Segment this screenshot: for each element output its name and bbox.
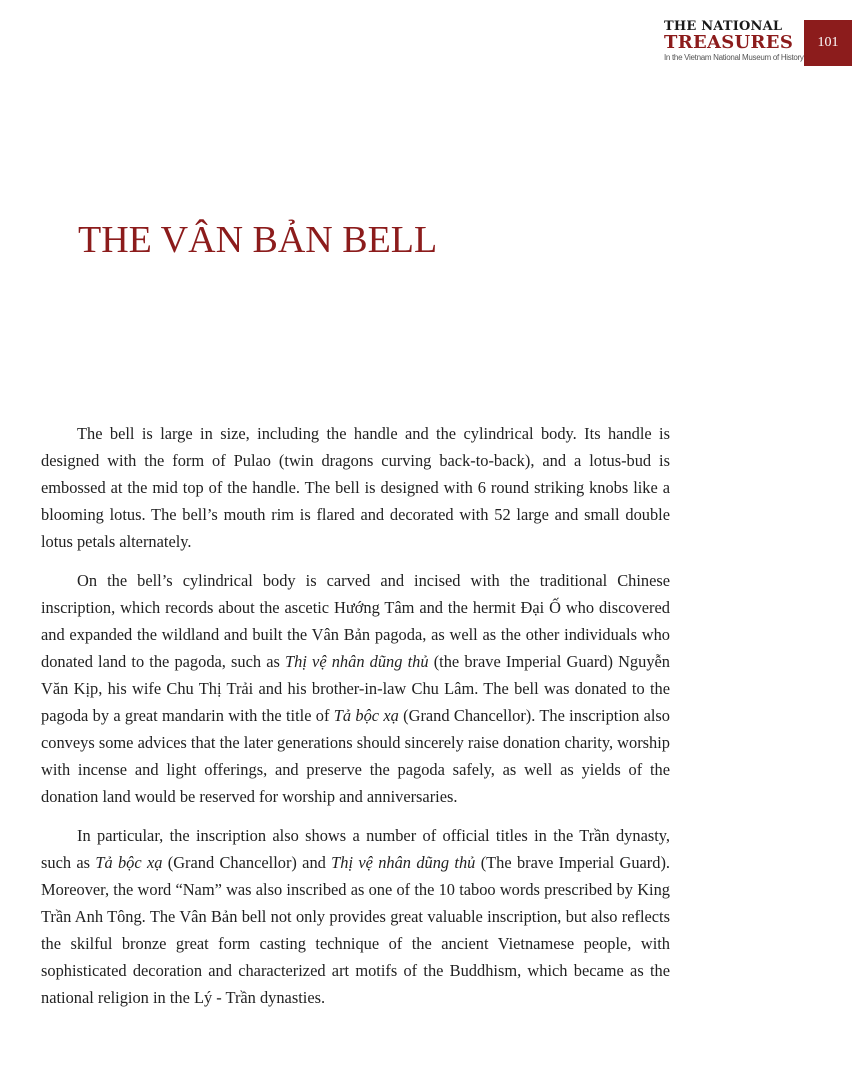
body-paragraph xyxy=(41,567,670,810)
series-title-line1: THE NATIONAL xyxy=(664,19,783,34)
italic-term: Thị vệ nhân dũng thủ xyxy=(331,853,476,872)
text-run: (Grand Chancellor). The inscription also conveys some advices that the later generations should sincerely raise donation charity, worship with incense and light offerings, and preserve the pagoda safely, as well as yields of the donation land would be reserved for worship and anniversaries. xyxy=(41,706,670,806)
page-title: THE VÂN BẢN BELL xyxy=(78,219,438,261)
text-run: On the bell’s cylindrical body is carved and incised with the traditional Chinese inscription, which records about the ascetic Hướng Tâm and the hermit Đại Ố who discovered and expanded the wildland and built the Vân Bản pagoda, as well as the other individuals who donated land to the pagoda, such as xyxy=(41,571,670,671)
series-subtitle: In the Vietnam National Museum of History xyxy=(664,53,804,62)
text-run: (the brave Imperial Guard) Nguyễn Văn Kịp, his wife Chu Thị Trải and his brother-in-law Chu Lâm. The bell was donated to the pagoda by a great mandarin with the title of xyxy=(41,652,670,725)
series-title-line2: TREASURES xyxy=(664,32,794,53)
body-paragraph xyxy=(41,822,670,1011)
italic-term: Tả bộc xạ xyxy=(95,853,163,872)
body-paragraph xyxy=(41,420,670,555)
series-header xyxy=(664,19,804,63)
page-number-badge: 101 xyxy=(804,20,852,66)
text-run: (The brave Imperial Guard). Moreover, the word “Nam” was also inscribed as one of the 10 taboo words prescribed by King Trần Anh Tông. The Vân Bản bell not only provides great valuable inscription, but also reflects the skilful bronze great form casting technique of the ancient Vietnamese people, with sophisticated decoration and characterized art motifs of the Buddhism, which became as the national religion in the Lý - Trần dynasties. xyxy=(41,853,671,1007)
text-run: In particular, the inscription also shows a number of official titles in the Trần dynasty, such as xyxy=(41,826,670,872)
italic-term: Tả bộc xạ xyxy=(333,706,399,725)
article-body xyxy=(41,420,670,1023)
italic-term: Thị vệ nhân dũng thủ xyxy=(285,652,429,671)
text-run: (Grand Chancellor) and xyxy=(162,853,332,872)
text-run: The bell is large in size, including the handle and the cylindrical body. Its handle is designed with the form of Pulao (twin dragons curving back-to-back), and a lotus-bud is embossed at the mid top of the handle. The bell is designed with 6 round striking knobs like a blooming lotus. The bell’s mouth rim is flared and decorated with 52 large and small double lotus petals alternately. xyxy=(41,424,670,551)
